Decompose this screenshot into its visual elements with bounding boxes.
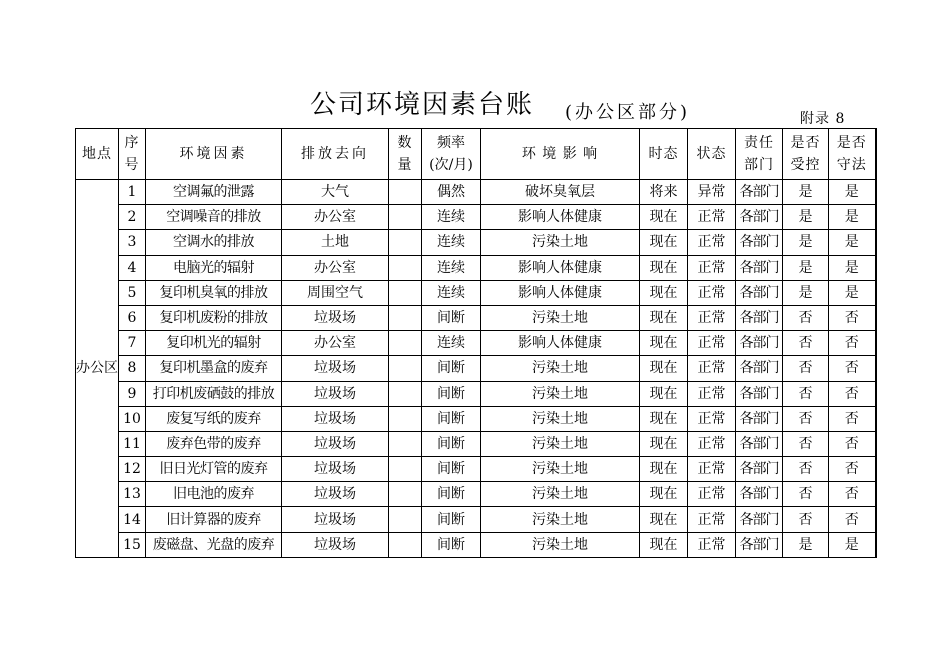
frequency-cell: 间断 [422, 482, 481, 507]
table-row [76, 280, 876, 305]
tense-cell: 现在 [640, 255, 688, 280]
department-cell: 各部门 [736, 507, 783, 532]
frequency-cell: 间断 [422, 381, 481, 406]
tense-cell: 现在 [640, 431, 688, 456]
impact-cell: 污染土地 [481, 457, 640, 482]
seq-cell: 14 [119, 507, 146, 532]
frequency-cell: 连续 [422, 255, 481, 280]
state-cell: 正常 [688, 305, 736, 330]
controlled-cell: 否 [783, 381, 829, 406]
factor-cell: 空调氟的泄露 [146, 180, 282, 205]
discharge-cell: 大气 [282, 180, 389, 205]
table-header-row [76, 129, 876, 180]
frequency-cell: 间断 [422, 305, 481, 330]
tense-cell: 现在 [640, 507, 688, 532]
factor-cell: 空调噪音的排放 [146, 205, 282, 230]
department-cell: 各部门 [736, 255, 783, 280]
controlled-cell: 否 [783, 406, 829, 431]
header-seq: 序号 [119, 129, 146, 180]
department-cell: 各部门 [736, 205, 783, 230]
controlled-cell: 是 [783, 280, 829, 305]
seq-cell: 9 [119, 381, 146, 406]
quantity-cell [389, 180, 422, 205]
quantity-cell [389, 482, 422, 507]
tense-cell: 现在 [640, 381, 688, 406]
quantity-cell [389, 532, 422, 557]
table-row [76, 205, 876, 230]
tense-cell: 现在 [640, 305, 688, 330]
department-cell: 各部门 [736, 356, 783, 381]
table-row [76, 305, 876, 330]
header-factor: 环境因素 [146, 129, 282, 180]
department-cell: 各部门 [736, 180, 783, 205]
tense-cell: 将来 [640, 180, 688, 205]
factor-cell: 空调水的排放 [146, 230, 282, 255]
quantity-cell [389, 205, 422, 230]
controlled-cell: 是 [783, 230, 829, 255]
frequency-cell: 连续 [422, 230, 481, 255]
seq-cell: 5 [119, 280, 146, 305]
quantity-cell [389, 381, 422, 406]
quantity-cell [389, 457, 422, 482]
header-department: 责任部门 [736, 129, 783, 180]
header-controlled: 是否受控 [783, 129, 829, 180]
compliant-cell: 是 [829, 205, 876, 230]
factor-cell: 废弃色带的废弃 [146, 431, 282, 456]
table-row [76, 457, 876, 482]
frequency-cell: 间断 [422, 431, 481, 456]
discharge-cell: 办公室 [282, 255, 389, 280]
department-cell: 各部门 [736, 406, 783, 431]
state-cell: 正常 [688, 431, 736, 456]
quantity-cell [389, 431, 422, 456]
state-cell: 正常 [688, 280, 736, 305]
frequency-cell: 间断 [422, 356, 481, 381]
state-cell: 正常 [688, 205, 736, 230]
discharge-cell: 垃圾场 [282, 381, 389, 406]
factor-cell: 复印机墨盒的废弃 [146, 356, 282, 381]
seq-cell: 8 [119, 356, 146, 381]
discharge-cell: 垃圾场 [282, 507, 389, 532]
factor-cell: 废磁盘、光盘的废弃 [146, 532, 282, 557]
seq-cell: 4 [119, 255, 146, 280]
appendix-label: 附录 8 [800, 111, 846, 127]
compliant-cell: 否 [829, 507, 876, 532]
department-cell: 各部门 [736, 482, 783, 507]
table-row [76, 331, 876, 356]
quantity-cell [389, 305, 422, 330]
impact-cell: 影响人体健康 [481, 255, 640, 280]
discharge-cell: 垃圾场 [282, 457, 389, 482]
state-cell: 正常 [688, 356, 736, 381]
discharge-cell: 周围空气 [282, 280, 389, 305]
quantity-cell [389, 280, 422, 305]
frequency-cell: 连续 [422, 280, 481, 305]
impact-cell: 污染土地 [481, 507, 640, 532]
compliant-cell: 否 [829, 356, 876, 381]
state-cell: 正常 [688, 381, 736, 406]
factor-cell: 旧计算器的废弃 [146, 507, 282, 532]
document-subtitle: (办公区部分) [565, 102, 691, 123]
table-row [76, 381, 876, 406]
state-cell: 正常 [688, 255, 736, 280]
factor-cell: 复印机光的辐射 [146, 331, 282, 356]
factor-cell: 复印机废粉的排放 [146, 305, 282, 330]
tense-cell: 现在 [640, 457, 688, 482]
header-discharge: 排放去向 [282, 129, 389, 180]
compliant-cell: 否 [829, 457, 876, 482]
header-frequency: 频率(次/月) [422, 129, 481, 180]
state-cell: 正常 [688, 532, 736, 557]
state-cell: 正常 [688, 457, 736, 482]
frequency-cell: 偶然 [422, 180, 481, 205]
seq-cell: 7 [119, 331, 146, 356]
discharge-cell: 办公室 [282, 205, 389, 230]
department-cell: 各部门 [736, 532, 783, 557]
factor-cell: 废复写纸的废弃 [146, 406, 282, 431]
frequency-cell: 间断 [422, 406, 481, 431]
compliant-cell: 否 [829, 431, 876, 456]
quantity-cell [389, 230, 422, 255]
compliant-cell: 是 [829, 180, 876, 205]
controlled-cell: 否 [783, 305, 829, 330]
table-row [76, 482, 876, 507]
header-state: 状态 [688, 129, 736, 180]
department-cell: 各部门 [736, 431, 783, 456]
department-cell: 各部门 [736, 305, 783, 330]
state-cell: 正常 [688, 406, 736, 431]
discharge-cell: 垃圾场 [282, 406, 389, 431]
seq-cell: 10 [119, 406, 146, 431]
factor-cell: 电脑光的辐射 [146, 255, 282, 280]
impact-cell: 污染土地 [481, 482, 640, 507]
compliant-cell: 否 [829, 482, 876, 507]
factor-cell: 旧电池的废弃 [146, 482, 282, 507]
state-cell: 正常 [688, 331, 736, 356]
frequency-cell: 连续 [422, 331, 481, 356]
controlled-cell: 是 [783, 205, 829, 230]
header-tense: 时态 [640, 129, 688, 180]
compliant-cell: 否 [829, 331, 876, 356]
impact-cell: 污染土地 [481, 431, 640, 456]
controlled-cell: 否 [783, 431, 829, 456]
tense-cell: 现在 [640, 482, 688, 507]
discharge-cell: 土地 [282, 230, 389, 255]
impact-cell: 破坏臭氧层 [481, 180, 640, 205]
quantity-cell [389, 507, 422, 532]
controlled-cell: 是 [783, 255, 829, 280]
quantity-cell [389, 255, 422, 280]
seq-cell: 3 [119, 230, 146, 255]
state-cell: 正常 [688, 482, 736, 507]
impact-cell: 污染土地 [481, 305, 640, 330]
compliant-cell: 是 [829, 230, 876, 255]
discharge-cell: 垃圾场 [282, 305, 389, 330]
compliant-cell: 否 [829, 381, 876, 406]
seq-cell: 6 [119, 305, 146, 330]
table-row [76, 230, 876, 255]
controlled-cell: 是 [783, 180, 829, 205]
impact-cell: 影响人体健康 [481, 331, 640, 356]
discharge-cell: 垃圾场 [282, 532, 389, 557]
header-impact: 环 境 影 响 [481, 129, 640, 180]
header-location: 地点 [76, 129, 119, 180]
compliant-cell: 否 [829, 305, 876, 330]
impact-cell: 影响人体健康 [481, 280, 640, 305]
factor-cell: 复印机臭氧的排放 [146, 280, 282, 305]
frequency-cell: 连续 [422, 205, 481, 230]
department-cell: 各部门 [736, 457, 783, 482]
tense-cell: 现在 [640, 406, 688, 431]
impact-cell: 污染土地 [481, 381, 640, 406]
frequency-cell: 间断 [422, 457, 481, 482]
frequency-cell: 间断 [422, 532, 481, 557]
seq-cell: 13 [119, 482, 146, 507]
tense-cell: 现在 [640, 230, 688, 255]
seq-cell: 12 [119, 457, 146, 482]
department-cell: 各部门 [736, 331, 783, 356]
state-cell: 异常 [688, 180, 736, 205]
factor-cell: 打印机废硒鼓的排放 [146, 381, 282, 406]
department-cell: 各部门 [736, 230, 783, 255]
tense-cell: 现在 [640, 331, 688, 356]
quantity-cell [389, 331, 422, 356]
seq-cell: 11 [119, 431, 146, 456]
table-row [76, 507, 876, 532]
state-cell: 正常 [688, 230, 736, 255]
table-row [76, 356, 876, 381]
header-compliant: 是否守法 [829, 129, 876, 180]
controlled-cell: 否 [783, 331, 829, 356]
impact-cell: 污染土地 [481, 356, 640, 381]
frequency-cell: 间断 [422, 507, 481, 532]
impact-cell: 污染土地 [481, 532, 640, 557]
department-cell: 各部门 [736, 381, 783, 406]
controlled-cell: 是 [783, 532, 829, 557]
factor-cell: 旧日光灯管的废弃 [146, 457, 282, 482]
compliant-cell: 否 [829, 406, 876, 431]
table-row [76, 180, 876, 205]
controlled-cell: 否 [783, 457, 829, 482]
controlled-cell: 否 [783, 507, 829, 532]
state-cell: 正常 [688, 507, 736, 532]
quantity-cell [389, 356, 422, 381]
compliant-cell: 是 [829, 255, 876, 280]
seq-cell: 2 [119, 205, 146, 230]
impact-cell: 污染土地 [481, 230, 640, 255]
controlled-cell: 否 [783, 356, 829, 381]
impact-cell: 污染土地 [481, 406, 640, 431]
tense-cell: 现在 [640, 280, 688, 305]
table-row [76, 431, 876, 456]
discharge-cell: 垃圾场 [282, 356, 389, 381]
table-row [76, 406, 876, 431]
discharge-cell: 垃圾场 [282, 482, 389, 507]
impact-cell: 影响人体健康 [481, 205, 640, 230]
compliant-cell: 是 [829, 532, 876, 557]
table-row [76, 255, 876, 280]
controlled-cell: 否 [783, 482, 829, 507]
seq-cell: 1 [119, 180, 146, 205]
discharge-cell: 垃圾场 [282, 431, 389, 456]
header-quantity: 数量 [389, 129, 422, 180]
quantity-cell [389, 406, 422, 431]
table-row [76, 532, 876, 557]
tense-cell: 现在 [640, 356, 688, 381]
location-cell: 办公区 [76, 180, 119, 558]
tense-cell: 现在 [640, 205, 688, 230]
environmental-factor-ledger-table [75, 128, 877, 558]
compliant-cell: 是 [829, 280, 876, 305]
seq-cell: 15 [119, 532, 146, 557]
tense-cell: 现在 [640, 532, 688, 557]
document-title: 公司环境因素台账 [310, 90, 535, 120]
discharge-cell: 办公室 [282, 331, 389, 356]
department-cell: 各部门 [736, 280, 783, 305]
